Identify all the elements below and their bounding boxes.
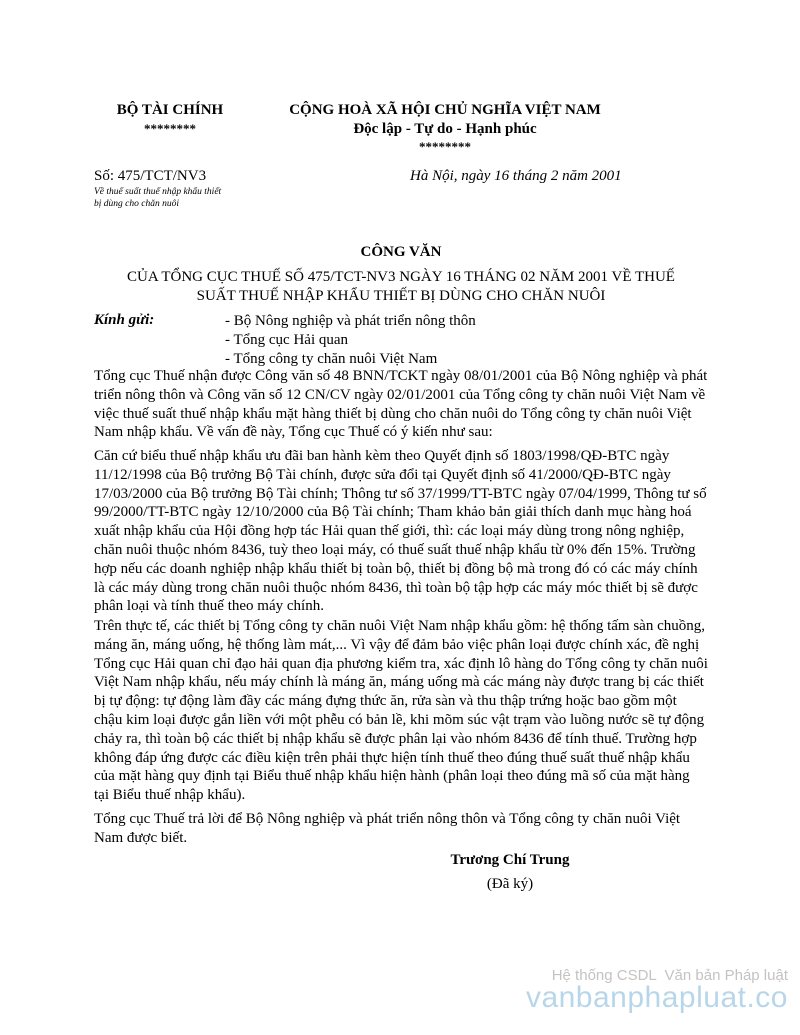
document-summary-line1: Về thuế suất thuế nhập khẩu thiết xyxy=(94,187,222,197)
recipients-label: Kính gửi: xyxy=(94,312,155,328)
document-summary-line2: bị dùng cho chăn nuôi xyxy=(94,199,179,209)
ministry-stars: ******** xyxy=(144,121,196,136)
signer-name: Trương Chí Trung xyxy=(450,852,570,868)
recipient-item: - Tổng cục Hải quan xyxy=(225,331,349,348)
place-date: Hà Nội, ngày 16 tháng 2 năm 2001 xyxy=(410,168,622,184)
document-subtitle xyxy=(94,268,708,306)
ministry-name: BỘ TÀI CHÍNH xyxy=(116,102,224,118)
national-motto: Độc lập - Tự do - Hạnh phúc xyxy=(353,121,537,137)
recipient-item: - Bộ Nông nghiệp và phát triển nông thôn xyxy=(225,313,476,329)
body-paragraph-2: Căn cứ biểu thuế nhập khẩu ưu đãi ban hành kèm theo Quyết định số 1803/1998/QĐ-BTC ngày 11/12/1998 của Bộ trưởng Bộ Tài chính, được sửa đổi tại Quyết định số 41/2000/QĐ-BTC ngày 17/03/2000 của Bộ trưởng Bộ Tài chính; Thông tư số 37/1999/TT-BTC ngày 07/04/1999, Thông tư số 99/2000/TT-BTC ngày 12/10/2000 của Bộ Tài chính; Tham khảo bản giải thích danh mục hàng hoá xuất nhập khẩu của Hội đồng hợp tác Hải quan thế giới, thì: các loại máy dùng trong nông nghiệp, chăn nuôi thuộc nhóm 8436, tuỳ theo loại máy, có thuế suất thuế nhập khẩu từ 0% đến 15%. Trường hợp nếu các doanh nghiệp nhập khẩu thiết bị toàn bộ, thiết bị đồng bộ mà trong đó có các máy chính là các máy dùng trong chăn nuôi thuộc nhóm 8436, thì toàn bộ tập hợp các máy móc thiết bị sẽ được phân loại và tính thuế theo máy chính. xyxy=(94,448,707,615)
document-subtitle-line1: CỦA TỔNG CỤC THUẾ SỐ 475/TCT-NV3 NGÀY 16 THÁNG 02 NĂM 2001 VỀ THUẾ xyxy=(127,269,675,285)
republic-name: CỘNG HOÀ XÃ HỘI CHỦ NGHĨA VIỆT NAM xyxy=(289,102,601,118)
body-paragraph-1: Tổng cục Thuế nhận được Công văn số 48 BNN/TCKT ngày 08/01/2001 của Bộ Nông nghiệp và phát triển nông thôn và Công văn số 12 CN/CV ngày 02/01/2001 của Tổng công ty chăn nuôi Việt Nam về việc thuế suất thuế nhập khẩu mặt hàng thiết bị dùng cho chăn nuôi do Tổng công ty chăn nuôi Việt Nam nhập khẩu. Về vấn đề này, Tổng cục Thuế có ý kiến như sau: xyxy=(94,368,708,441)
document-number: Số: 475/TCT/NV3 xyxy=(94,168,207,184)
signed-note: (Đã ký) xyxy=(486,876,534,892)
document-summary xyxy=(94,186,221,210)
document-title: CÔNG VĂN xyxy=(360,244,442,260)
body-paragraph-4: Tổng cục Thuế trả lời để Bộ Nông nghiệp và phát triển nông thôn và Tổng công ty chăn nuôi Việt Nam được biết. xyxy=(94,811,681,846)
motto-stars: ******** xyxy=(419,139,471,154)
watermark-caption: Hệ thống CSDL Văn bản Pháp luật xyxy=(551,967,788,984)
body-paragraph-3: Trên thực tế, các thiết bị Tổng công ty chăn nuôi Việt Nam nhập khẩu gồm: hệ thống tấm sàn chuồng, máng ăn, máng uống, hệ thống làm mát,... Vì vậy để đảm bảo việc phân loại được chính xác, đề nghị Tổng cục Hải quan chỉ đạo hải quan địa phương kiểm tra, xác định lô hàng do Tổng công ty chăn nuôi Việt Nam nhập khẩu, nếu máy chính là máng ăn, máng uống mà các máng này được trang bị các thiết bị tự động: tự động làm đầy các máng đựng thức ăn, rửa sàn và thu thập trứng hoặc bao gồm một chậu kim loại được gắn liền với một phễu có bản lề, khi mõm súc vật trạm vào luồng nước sẽ tự động chảy ra, thì toàn bộ các thiết bị nhập khẩu sẽ được phân lại vào nhóm 8436 để tính thuế. Trường hợp không đáp ứng được các điều kiện trên phải thực hiện tính thuế theo đúng thuế suất thuế nhập khẩu của mặt hàng quy định tại Biểu thuế nhập khẩu hiện hành (phân loại theo đúng mã số của mặt hàng tại Biểu thuế nhập khẩu). xyxy=(94,618,708,804)
watermark-site: vanbanphapluat.co xyxy=(525,981,788,1014)
recipient-item: - Tổng công ty chăn nuôi Việt Nam xyxy=(225,350,438,367)
document-subtitle-line2: SUẤT THUẾ NHẬP KHẨU THIẾT BỊ DÙNG CHO CHĂN NUÔI xyxy=(196,287,606,304)
recipients-list xyxy=(225,312,476,368)
